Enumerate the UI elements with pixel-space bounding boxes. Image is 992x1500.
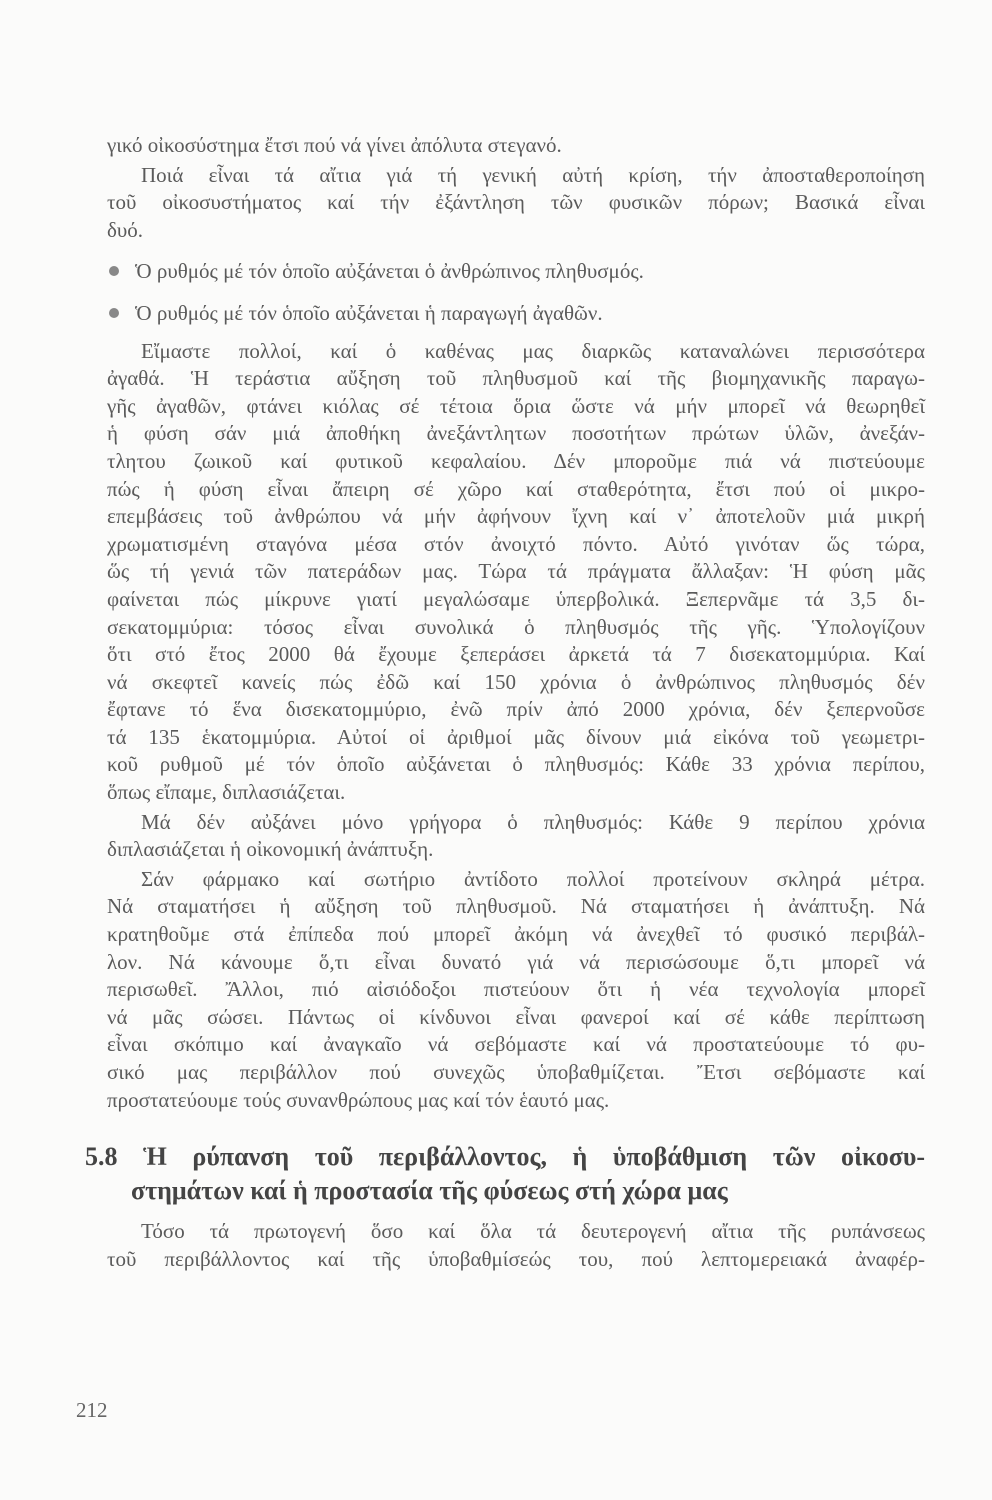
text-line: ὥς τή γενιά τῶν πατεράδων μας. Τώρα τά πράγματα ἄλλαξαν: Ἡ φύση μᾶς bbox=[107, 559, 925, 584]
text-line: Εἴμαστε πολλοί, καί ὁ καθένας μας διαρκῶς καταναλώνει περισσότερα bbox=[141, 338, 925, 363]
text-line: δυό. bbox=[107, 217, 144, 242]
text-line: διπλασιάζεται ἡ οἰκονομική ἀνάπτυξη. bbox=[107, 837, 434, 862]
paragraph bbox=[107, 162, 925, 245]
text-line: επεμβάσεις τοῦ ἀνθρώπου νά μήν ἀφήνουν ἴχνη καί ν᾽ ἀποτελοῦν μιά μικρή bbox=[107, 504, 925, 529]
text-line: τά 135 ἑκατομμύρια. Αὐτοί οἱ ἀριθμοί μᾶς δίνουν μιά εἰκόνα τοῦ γεωμετρι- bbox=[107, 724, 925, 749]
text-line: φαίνεται πώς μίκρυνε γιατί μεγαλώσαμε ὑπερβολικά. Ξεπερνᾶμε τά 3,5 δι- bbox=[107, 586, 925, 611]
text-line: σεκατομμύρια: τόσος εἶναι συνολικά ὁ πληθυσμός τῆς γῆς. Ὑπολογίζουν bbox=[107, 614, 925, 639]
text-line: τοῦ περιβάλλοντος καί τῆς ὑποβαθμίσεώς του, πού λεπτομερειακά ἀναφέρ- bbox=[107, 1246, 925, 1271]
text-line: κρατηθοῦμε στά ἐπίπεδα πού μπορεῖ ἀκόμη νά ἀνεχθεῖ τό φυσικό περιβάλ- bbox=[107, 922, 925, 947]
text-line: πώς ἡ φύση εἶναι ἄπειρη σέ χῶρο καί σταθερότητα, ἔτσι πού οἱ μικρο- bbox=[107, 476, 925, 501]
text-line: γικό οἰκοσύστημα ἔτσι πού νά γίνει ἀπόλυτα στεγανό. bbox=[107, 133, 562, 157]
text-line: εἶναι σκόπιμο καί ἀναγκαῖο νά σεβόμαστε καί νά προστατεύουμε τό φυ- bbox=[107, 1032, 925, 1057]
text-line: τλητου ζωικοῦ καί φυτικοῦ κεφαλαίου. Δέν μποροῦμε πιά νά πιστεύουμε bbox=[107, 448, 925, 473]
bullet-icon bbox=[109, 308, 119, 318]
text-line: σικό μας περιβάλλον πού συνεχῶς ὑποβαθμίζεται. Ἔτσι σεβόμαστε καί bbox=[107, 1060, 925, 1084]
text-line: ὅτι στό ἔτος 2000 θά ἔχουμε ξεπεράσει ἀρκετά τά 7 δισεκατομμύρια. Καί bbox=[107, 642, 925, 667]
paragraph bbox=[107, 132, 925, 160]
section-heading bbox=[85, 1140, 925, 1208]
text-line: περισωθεῖ. Ἄλλοι, πιό αἰσιόδοξοι πιστεύουν ὅτι ἡ νέα τεχνολογία μπορεῖ bbox=[107, 977, 925, 1002]
text-line: κοῦ ρυθμοῦ μέ τόν ὁποῖο αὐξάνεται ὁ πληθυσμός: Κάθε 33 χρόνια περίπου, bbox=[107, 752, 925, 777]
text-line: Τόσο τά πρωτογενή ὅσο καί ὅλα τά δευτερογενή αἴτια τῆς ρυπάνσεως bbox=[141, 1219, 925, 1244]
text-line: τοῦ οἰκοσυστήματος καί τήν ἐξάντληση τῶν φυσικῶν πόρων; Βασικά εἶναι bbox=[107, 190, 925, 215]
bullet-item bbox=[107, 258, 925, 286]
text-line: ὅπως εἴπαμε, διπλασιάζεται. bbox=[107, 780, 346, 805]
page-body bbox=[85, 132, 925, 1275]
text-line: λον. Νά κάνουμε ὅ,τι εἶναι δυνατό γιά νά περισώσουμε ὅ,τι μπορεῖ νά bbox=[107, 949, 925, 974]
text-line: νά σκεφτεῖ κανείς πώς ἐδῶ καί 150 χρόνια ὁ ἀνθρώπινος πληθυσμός δέν bbox=[107, 669, 925, 694]
paragraph bbox=[107, 338, 925, 807]
text-line: 5.8 Ἡ ρύπανση τοῦ περιβάλλοντος, ἡ ὑποβάθμιση τῶν οἰκοσυ- bbox=[85, 1142, 925, 1172]
text-line: νά μᾶς σώσει. Πάντως οἱ κίνδυνοι εἶναι φανεροί καί σέ κάθε περίπτωση bbox=[107, 1004, 925, 1029]
text-line: Ὁ ρυθμός μέ τόν ὁποῖο αὐξάνεται ἡ παραγωγή ἀγαθῶν. bbox=[135, 300, 603, 325]
text-line: προστατεύουμε τούς συνανθρώπους μας καί τόν ἑαυτό μας. bbox=[107, 1087, 610, 1112]
text-line: χρωματισμένη σταγόνα μέσα στόν ἀνοιχτό πόντο. Αὐτό γινόταν ὥς τώρα, bbox=[107, 531, 925, 556]
text-line: Μά δέν αὐξάνει μόνο γρήγορα ὁ πληθυσμός: Κάθε 9 περίπου χρόνια bbox=[141, 809, 925, 834]
text-line: Ποιά εἶναι τά αἴτια γιά τή γενική αὐτή κρίση, τήν ἀποσταθεροποίηση bbox=[141, 162, 925, 187]
text-line: Σάν φάρμακο καί σωτήριο ἀντίδοτο πολλοί προτείνουν σκληρά μέτρα. bbox=[141, 866, 925, 891]
bullet-item bbox=[107, 300, 925, 328]
text-line: Νά σταματήσει ἡ αὔξηση τοῦ πληθυσμοῦ. Νά σταματήσει ἡ ἀνάπτυξη. Νά bbox=[107, 894, 925, 919]
bullet-icon bbox=[109, 266, 119, 276]
text-line: Ὁ ρυθμός μέ τόν ὁποῖο αὐξάνεται ὁ ἀνθρώπινος πληθυσμός. bbox=[135, 259, 644, 284]
text-line: ἔφτανε τό ἕνα δισεκατομμύριο, ἐνῶ πρίν ἀπό 2000 χρόνια, δέν ξεπερνοῦσε bbox=[107, 697, 925, 722]
text-line: ἀγαθά. Ἡ τεράστια αὔξηση τοῦ πληθυσμοῦ καί τῆς βιομηχανικῆς παραγω- bbox=[107, 366, 925, 391]
text-line: στημάτων καί ἡ προστασία τῆς φύσεως στή χώρα μας bbox=[131, 1176, 728, 1206]
page-number: 212 bbox=[76, 1398, 108, 1422]
paragraph bbox=[107, 866, 925, 1114]
paragraph bbox=[107, 1218, 925, 1273]
text-line: γῆς ἀγαθῶν, φτάνει κιόλας σέ τέτοια ὅρια ὥστε νά μήν μπορεῖ νά θεωρηθεῖ bbox=[107, 393, 925, 418]
text-line: ἡ φύση σάν μιά ἀποθήκη ἀνεξάντλητων ποσοτήτων πρώτων ὑλῶν, ἀνεξάν- bbox=[107, 421, 925, 446]
paragraph bbox=[107, 809, 925, 864]
